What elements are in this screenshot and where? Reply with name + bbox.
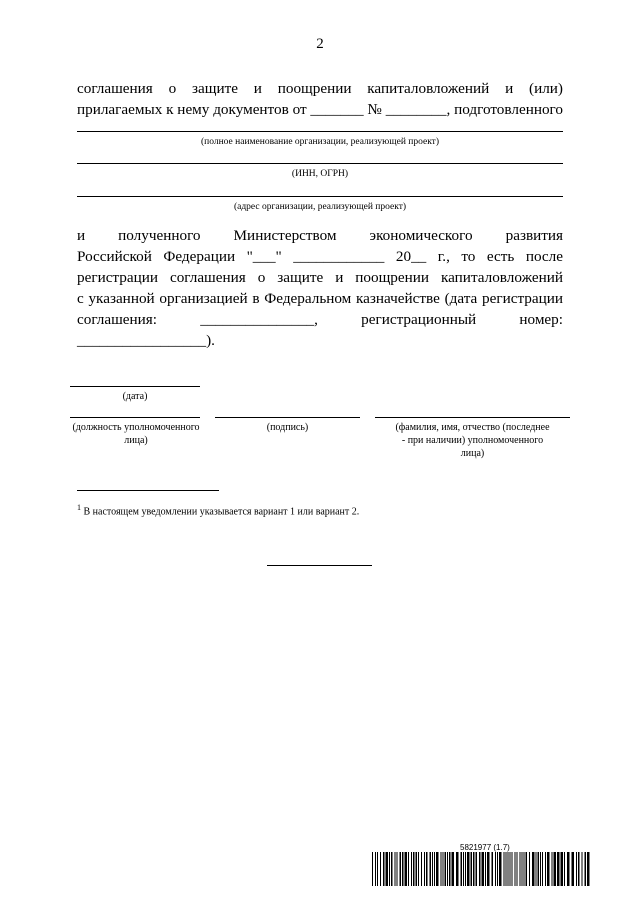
date-caption: (дата) xyxy=(122,391,148,402)
org-name-line xyxy=(77,131,563,132)
barcode-code: 5821977 (1.7) xyxy=(460,843,510,852)
signature-line xyxy=(215,417,360,418)
footnote-text: В настоящем уведомлении указывается вариант 1 или вариант 2. xyxy=(83,506,360,518)
position-line xyxy=(70,417,200,418)
footnote xyxy=(77,503,359,517)
para2-line2: Российской Федерации "___" ____________ 20__ г., то есть после xyxy=(77,248,563,265)
address-line xyxy=(77,196,563,197)
date-line xyxy=(70,386,200,387)
barcode-icon xyxy=(372,852,590,886)
para2-line6: _________________). xyxy=(77,332,215,349)
fio-caption: (фамилия, имя, отчество (последнее - при наличии) уполномоченного лица) xyxy=(395,422,550,459)
end-line xyxy=(267,565,372,566)
para2-line1: и полученного Министерством экономического развития xyxy=(77,227,563,244)
para1-line2: прилагаемых к нему документов от _______ № ________, подготовленного xyxy=(77,101,563,118)
footnote-separator xyxy=(77,490,219,491)
para2-line3: регистрации соглашения о защите и поощрении капиталовложений xyxy=(77,269,563,286)
position-caption: (должность уполномоченного лица) xyxy=(72,422,200,446)
inn-line xyxy=(77,163,563,164)
para1-line1: соглашения о защите и поощрении капиталовложений и (или) xyxy=(77,80,563,97)
fio-line xyxy=(375,417,570,418)
org-name-caption: (полное наименование организации, реализующей проект) xyxy=(200,137,439,147)
address-caption: (адрес организации, реализующей проект) xyxy=(233,202,407,212)
signature-caption: (подпись) xyxy=(266,422,309,433)
para2-line4: с указанной организацией в Федеральном казначействе (дата регистрации xyxy=(77,290,563,307)
page-number: 2 xyxy=(316,36,324,52)
para2-line5: соглашения: _______________, регистрационный номер: xyxy=(77,311,563,328)
footnote-mark: 1 xyxy=(77,503,81,512)
inn-caption: (ИНН, ОГРН) xyxy=(291,169,349,179)
